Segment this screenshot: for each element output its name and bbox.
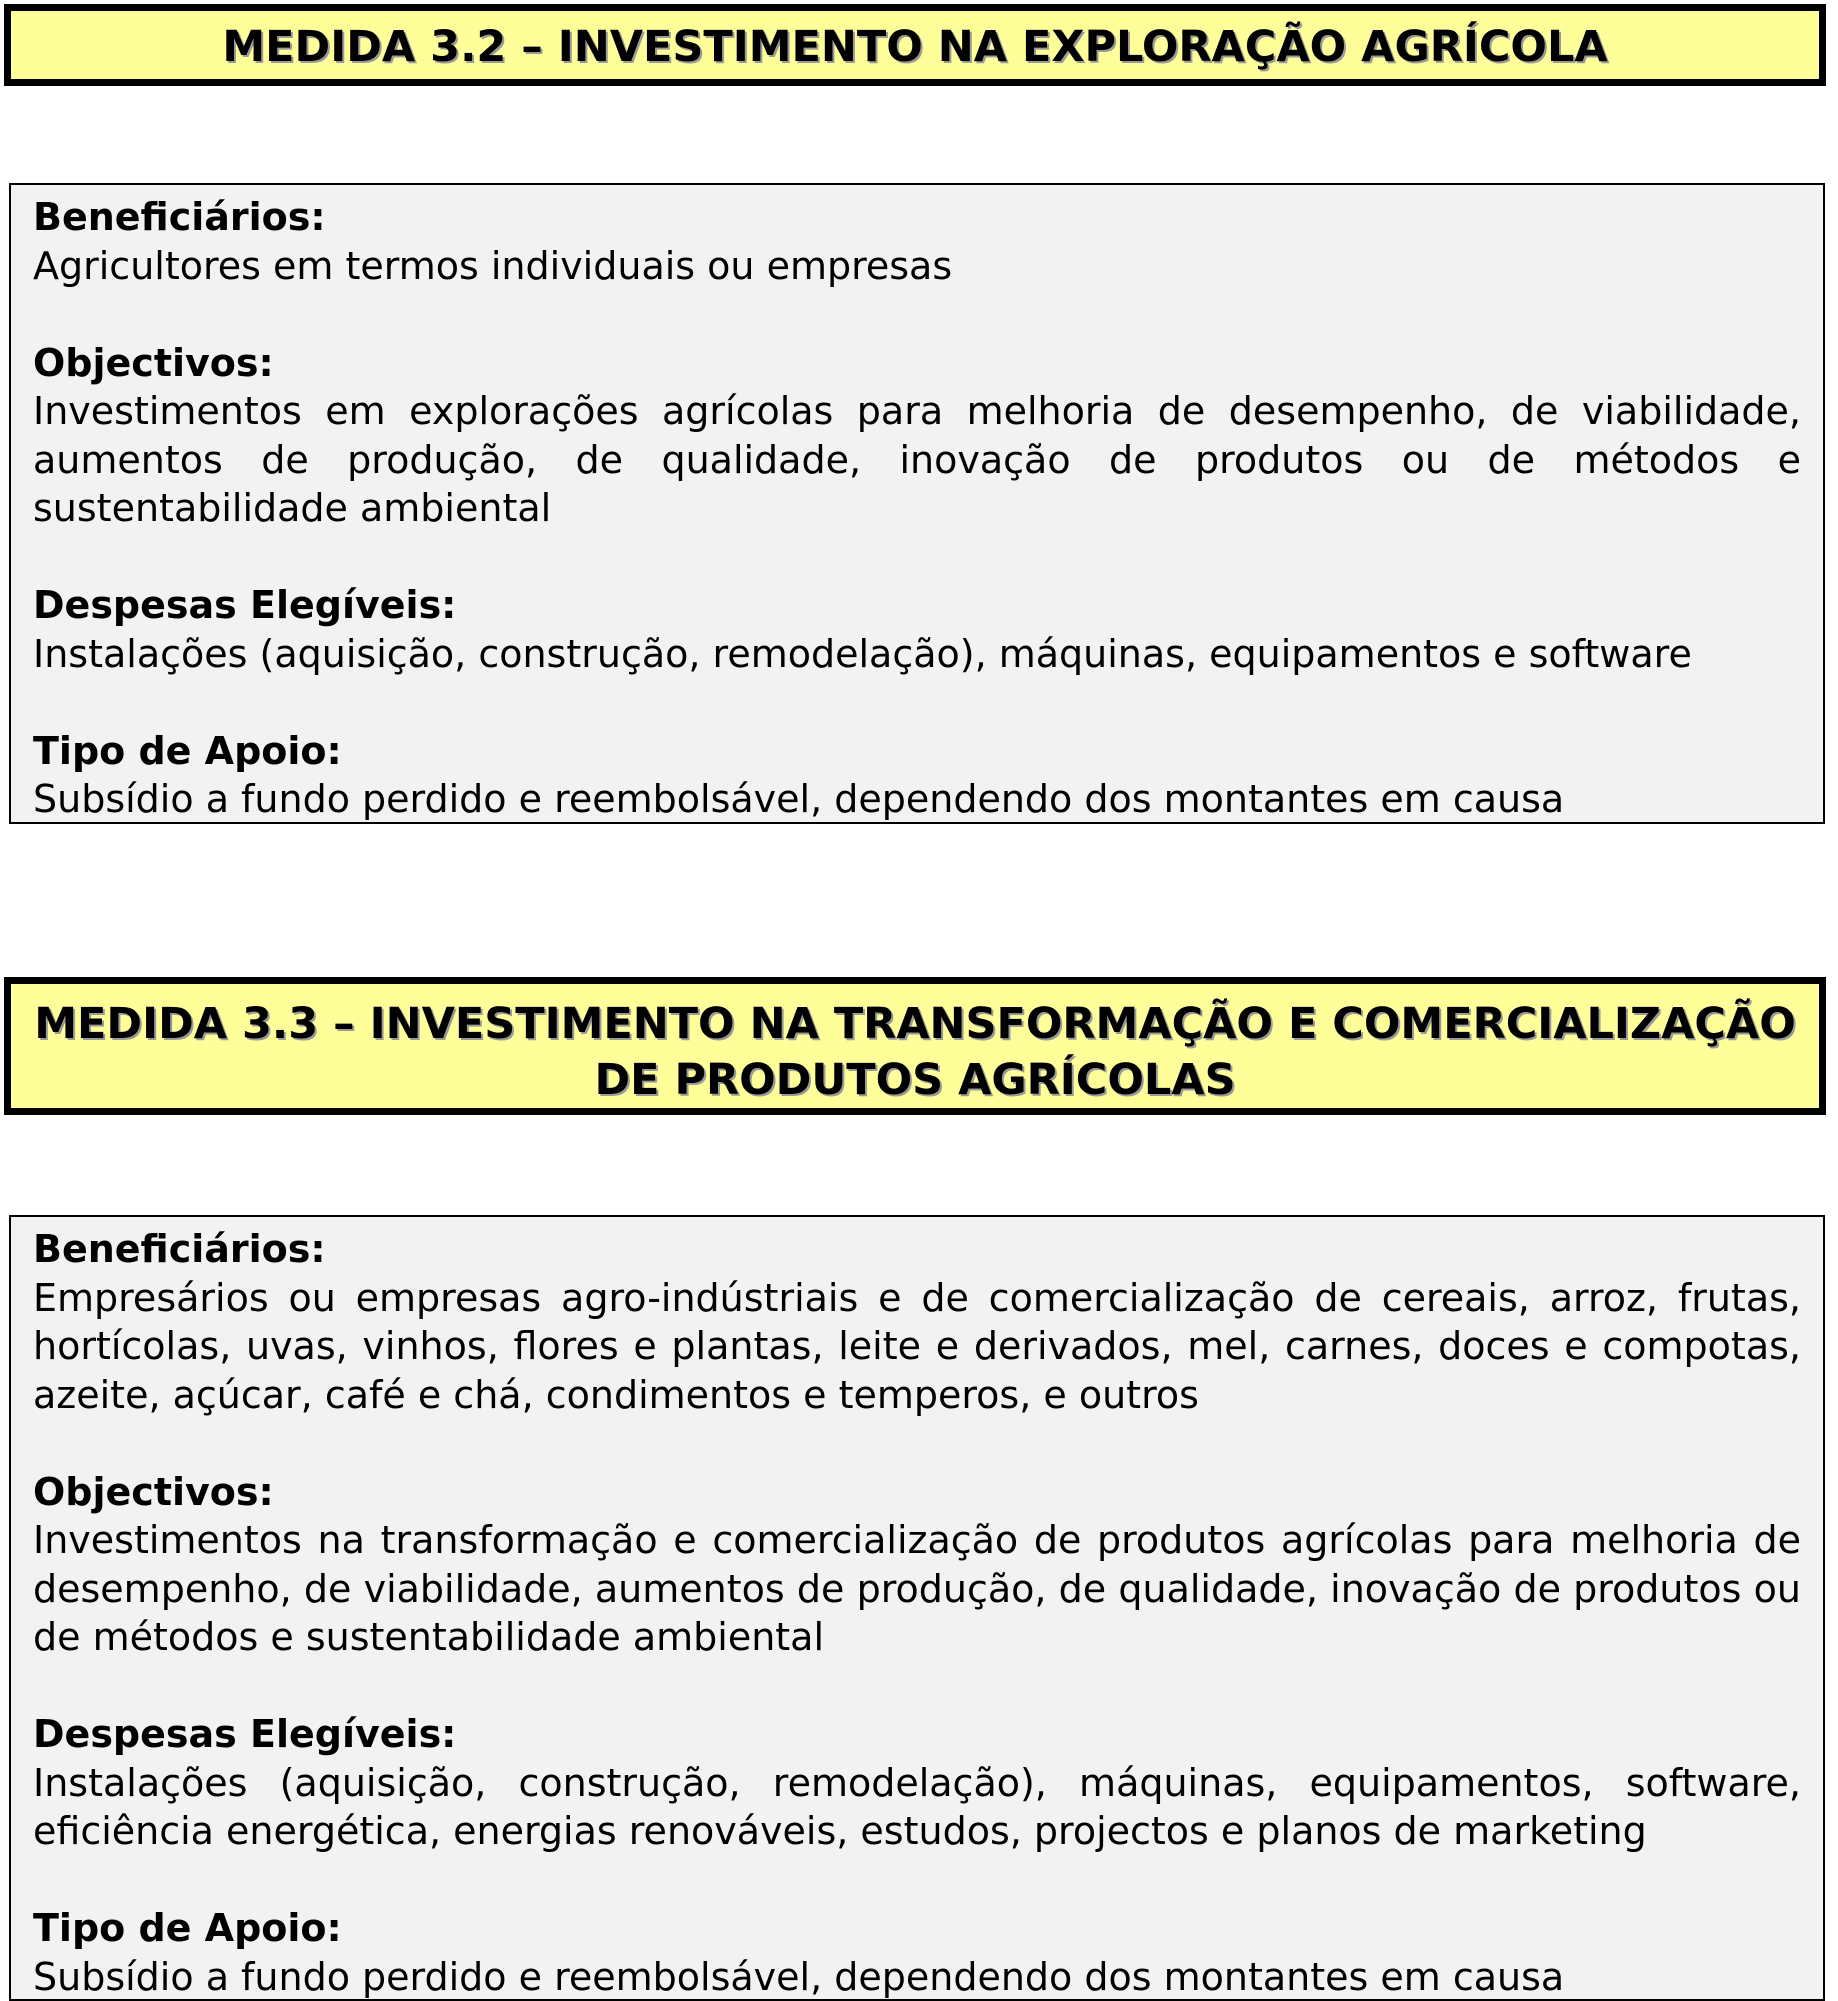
apoio-text: Subsídio a fundo perdido e reembolsável, dependendo dos montantes em causa: [33, 1954, 1565, 1999]
despesas-section: [33, 1710, 1801, 1856]
measure-3-3-details: [9, 1215, 1825, 2001]
apoio-text: Subsídio a fundo perdido e reembolsável, dependendo dos montantes em causa: [33, 777, 1565, 821]
despesas-section: [33, 581, 1801, 678]
objectivos-text: Investimentos na transformação e comercialização de produtos agrícolas para melhoria de desempenho, de viabilidade, aumentos de produção, de qualidade, inovação de produtos ou de métodos e sustentabilidade ambiental: [33, 1518, 1801, 1659]
despesas-text: Instalações (aquisição, construção, remodelação), máquinas, equipamentos, software, eficiência energética, energias renováveis, estudos, projectos e planos de marketing: [33, 1760, 1801, 1853]
apoio-label: Tipo de Apoio:: [33, 1906, 342, 1950]
beneficiarios-section: [33, 1225, 1801, 1419]
objectivos-label: Objectivos:: [33, 1469, 274, 1514]
beneficiarios-text: Empresários ou empresas agro-indústriais e de comercialização de cereais, arroz, frutas, hortícolas, uvas, vinhos, flores e plantas, leite e derivados, mel, carnes, doces e compotas, azeite, açúcar, café e chá, condimentos e temperos, e outros: [33, 1275, 1801, 1417]
objectivos-label: Objectivos:: [33, 340, 274, 385]
measure-3-3-title: MEDIDA 3.3 – INVESTIMENTO NA TRANSFORMAÇÃO E COMERCIALIZAÇÃO DE PRODUTOS AGRÍCOLAS: [4, 977, 1826, 1115]
despesas-text: Instalações (aquisição, construção, remodelação), máquinas, equipamentos e software: [33, 631, 1692, 676]
measure-3-2-title: MEDIDA 3.2 – INVESTIMENTO NA EXPLORAÇÃO AGRÍCOLA: [4, 4, 1826, 86]
apoio-label: Tipo de Apoio:: [33, 728, 342, 773]
apoio-section: [33, 1904, 1801, 2001]
apoio-section: [33, 727, 1801, 824]
measure-3-2-details: [9, 183, 1825, 824]
beneficiarios-label: Beneficiários:: [33, 195, 326, 239]
beneficiarios-section: [33, 193, 1801, 290]
despesas-label: Despesas Elegíveis:: [33, 1712, 457, 1756]
objectivos-section: [33, 1468, 1801, 1662]
objectivos-text: Investimentos em explorações agrícolas para melhoria de desempenho, de viabilidade, aumentos de produção, de qualidade, inovação de produtos ou de métodos e sustentabilidade ambiental: [33, 389, 1801, 530]
beneficiarios-text: Agricultores em termos individuais ou empresas: [33, 243, 953, 288]
beneficiarios-label: Beneficiários:: [33, 1227, 326, 1271]
objectivos-section: [33, 339, 1801, 533]
despesas-label: Despesas Elegíveis:: [33, 583, 457, 627]
